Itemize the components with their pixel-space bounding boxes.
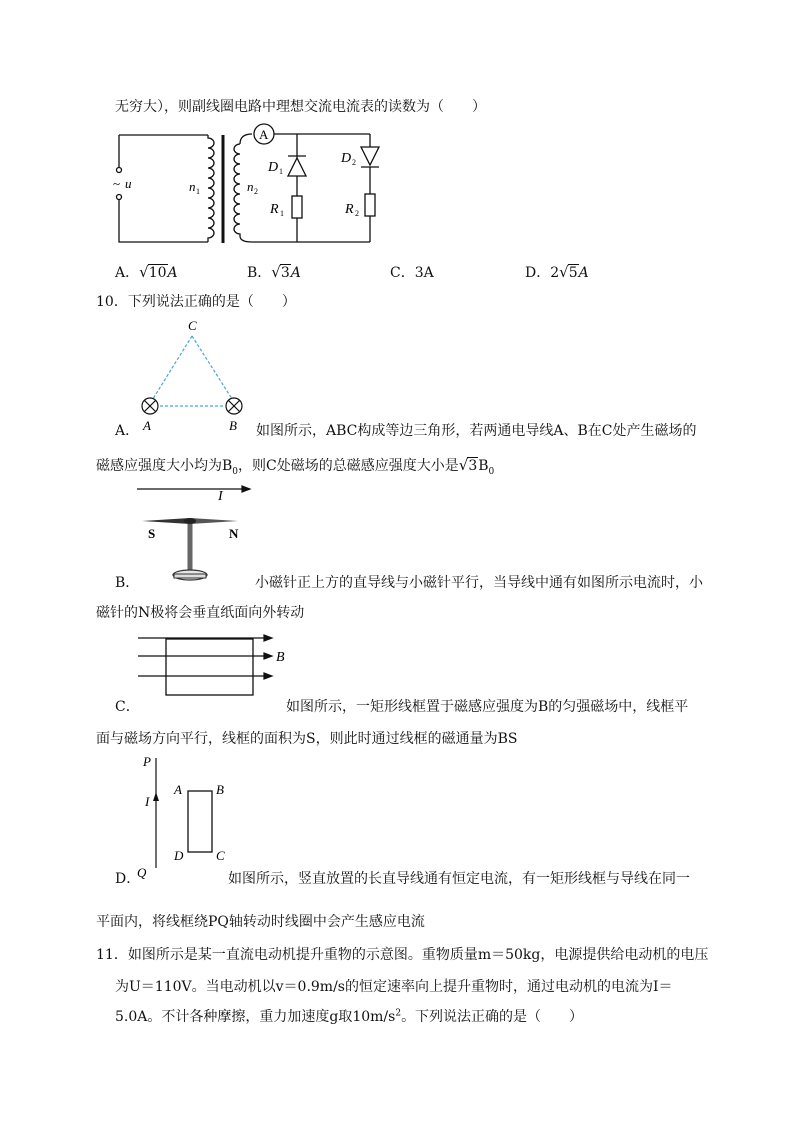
q9-option-d[interactable]: D．2√5A [525, 263, 589, 281]
d1-label: D [268, 160, 279, 175]
q10-option-b-line2: 磁针的N极将会垂直纸面向外转动 [96, 605, 305, 621]
n1-sub: 1 [196, 187, 200, 196]
n2-label: n [247, 179, 254, 194]
wire-q-label: Q [137, 865, 147, 880]
q10-option-a-line1: 如图所示，ABC构成等边三角形，若两通电导线A、B在C处产生磁场的 [256, 423, 697, 439]
q9-option-a[interactable]: A．√10A [115, 263, 178, 281]
triangle-b-label: B [229, 418, 237, 433]
q11-line3: 5.0A。不计各种摩擦，重力加速度g取$10m/s^2$。下列说法正确的是（ ） [115, 1008, 584, 1025]
q10-stem: 10．下列说法正确的是（ ） [96, 294, 296, 310]
needle-n-label: N [229, 526, 239, 541]
q10-option-a-letter[interactable]: A． [115, 423, 140, 439]
loop-b-label: B [216, 782, 224, 797]
r2-label: R [345, 202, 354, 217]
source-u-label: u [125, 176, 132, 191]
q10-option-c-line1: 如图所示，一矩形线框置于磁感应强度为B的匀强磁场中，线框平 [286, 699, 689, 715]
field-b-label: B [276, 650, 285, 665]
q9-option-c[interactable]: C．3A [390, 265, 434, 281]
q9-option-b[interactable]: B．√3A [247, 263, 301, 281]
wire-current-i-label: I [218, 489, 223, 504]
q9-continuation-text: 无穷大），则副线圈电路中理想交流电流表的读数为（ ） [115, 99, 486, 115]
q11-line1: 11．如图所示是某一直流电动机提升重物的示意图。重物质量m＝50kg，电源提供给电动机的电压 [96, 947, 709, 963]
triangle-a-label: A [143, 418, 151, 433]
r2-sub: 2 [355, 209, 359, 218]
q10-option-c-line2: 面与磁场方向平行，线框的面积为S，则此时通过线框的磁通量为BS [96, 731, 518, 747]
r1-label: R [270, 202, 279, 217]
q10-option-d-line1: 如图所示，竖直放置的长直导线通有恒定电流，有一矩形线框与导线在同一 [228, 871, 690, 887]
needle-s-label: S [148, 526, 156, 541]
q10-option-d-line2: 平面内，将线框绕PQ轴转动时线圈中会产生感应电流 [96, 914, 425, 930]
q10-option-c-letter[interactable]: C． [115, 699, 140, 715]
triangle-c-label: C [188, 318, 197, 333]
d2-label: D [341, 151, 352, 166]
d2-sub: 2 [352, 158, 356, 167]
loop-a-label: A [174, 782, 182, 797]
q10-option-b-line1: 小磁针正上方的直导线与小磁针平行，当导线中通有如图所示电流时，小 [255, 575, 703, 591]
q11-line2: 为U＝110V。当电动机以v＝0.9m/s的恒定速率向上提升重物时，通过电动机的电流为I＝ [115, 979, 673, 995]
q10-option-a-line2: 磁感应强度大小均为$B_0$，则C处磁场的总磁感应强度大小是$√3B_0$ [96, 456, 495, 477]
loop-d-label: D [174, 848, 184, 863]
wire-p-label: P [143, 754, 151, 769]
ammeter-label: A [259, 127, 269, 142]
q10-option-d-letter[interactable]: D． [115, 871, 141, 887]
q10-option-b-letter[interactable]: B． [115, 575, 140, 591]
wire-i-label: I [145, 794, 150, 809]
n1-label: n [189, 179, 196, 194]
d1-sub: 1 [279, 167, 283, 176]
n2-sub: 2 [254, 187, 258, 196]
source-tilde: ~ [113, 176, 121, 191]
r1-sub: 1 [280, 209, 284, 218]
loop-c-label: C [216, 848, 225, 863]
